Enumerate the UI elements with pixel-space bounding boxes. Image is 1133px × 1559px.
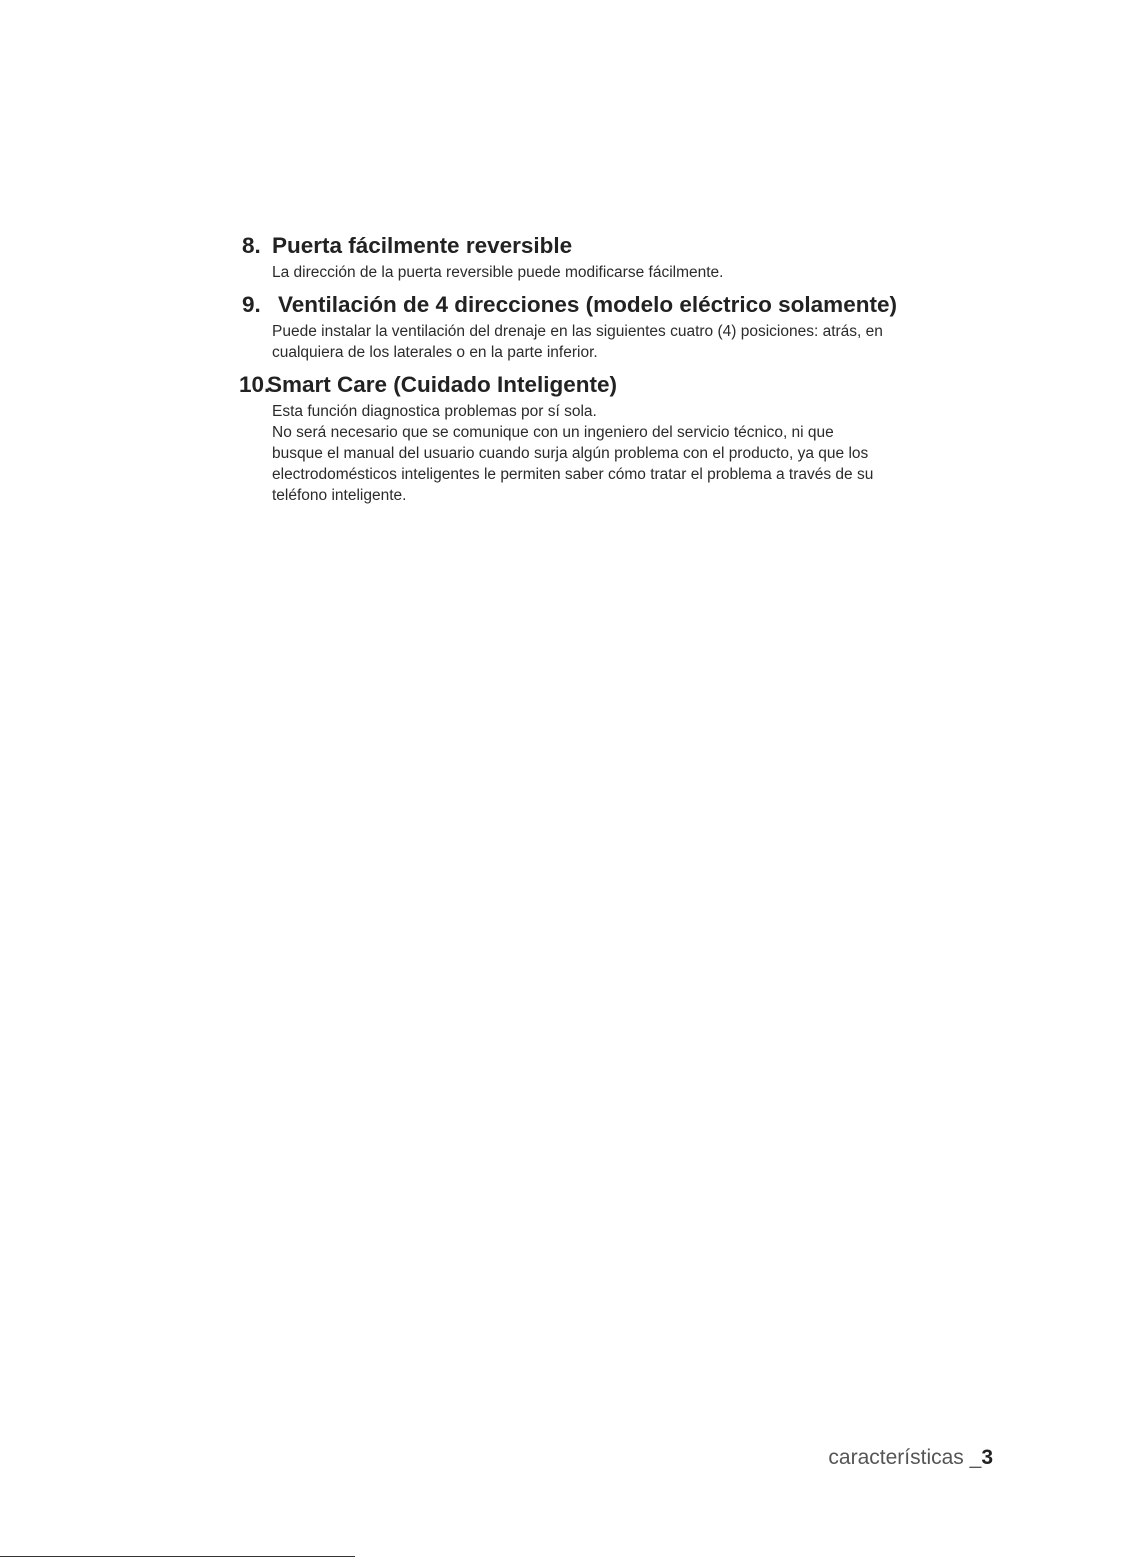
section-title: Puerta fácilmente reversible: [272, 233, 573, 258]
section-body: [272, 262, 962, 283]
section-title: Ventilación de 4 direcciones (modelo eléctrico solamente): [278, 292, 897, 317]
section-heading: [239, 371, 962, 399]
feature-section-ventilation: [242, 291, 962, 363]
section-number: 8.: [242, 233, 261, 258]
section-heading: [242, 291, 962, 319]
body-line: La dirección de la puerta reversible puede modificarse fácilmente.: [272, 264, 724, 281]
body-line: cualquiera de los laterales o en la parte inferior.: [272, 344, 598, 361]
body-line: electrodomésticos inteligentes le permiten saber cómo tratar el problema a través de su: [272, 466, 874, 483]
page-number: 3: [981, 1446, 993, 1469]
section-number: 9.: [242, 292, 261, 317]
section-number: 10.: [239, 372, 271, 397]
section-body: [272, 401, 962, 506]
body-line: Esta función diagnostica problemas por sí sola.: [272, 403, 597, 420]
section-heading: [242, 232, 962, 260]
body-line: No será necesario que se comunique con un ingeniero del servicio técnico, ni que: [272, 424, 834, 441]
features-content: [239, 232, 962, 510]
feature-section-smart-care: [239, 371, 962, 506]
body-line: busque el manual del usuario cuando surja algún problema con el producto, ya que los: [272, 445, 869, 462]
body-line: Puede instalar la ventilación del drenaje en las siguientes cuatro (4) posiciones: atrás, en: [272, 323, 883, 340]
page-footer: [828, 1446, 993, 1470]
section-title: Smart Care (Cuidado Inteligente): [267, 372, 618, 397]
body-line: teléfono inteligente.: [272, 487, 407, 504]
footer-label: características _: [828, 1446, 982, 1469]
bottom-rule: [0, 1556, 355, 1557]
feature-section-reversible-door: [242, 232, 962, 283]
section-body: [272, 321, 962, 363]
